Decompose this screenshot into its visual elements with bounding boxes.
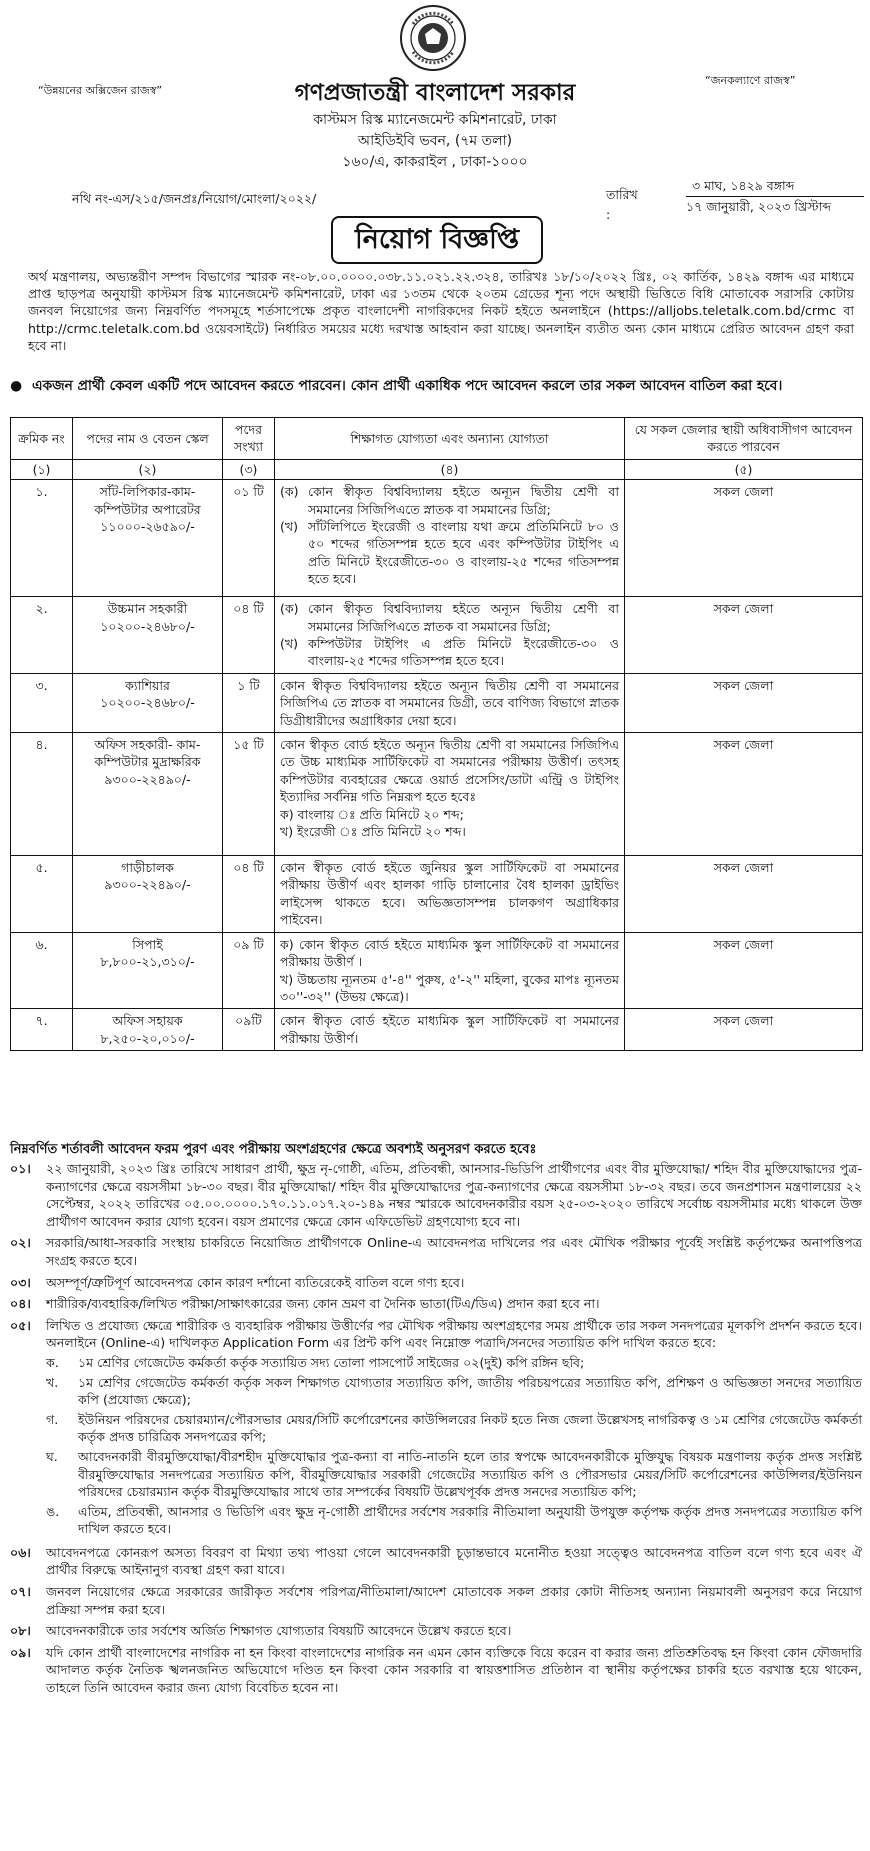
pay-scale: ৯৩০০-২২৪৯০/- — [104, 771, 191, 787]
condition-text: সরকারি/আধা-সরকারি সংস্থায় চাকরিতে নিয়োজিত প্রার্থীগণকে Online-এ আবেদনপত্র দাখিলের পর এবং মৌখিক পরীক্ষার পূর্বেই সংশ্লিষ্ট কর্তৃপক্ষের অনাপত্তিপত্র সংগ্রহ করতে হবে। — [46, 1235, 862, 1268]
condition-text: যদি কোন প্রার্থী বাংলাদেশের নাগরিক না হন কিংবা বাংলাদেশের নাগরিক নন এমন কোন ব্যক্তিকে বিয়ে করেন বা করার জন্য প্রতিশ্রুতিবদ্ধ হন কিংবা কোন ফৌজদারি আদালত কর্তৃক নৈতিক স্খলনজনিত অভিযোগে দণ্ডিত হন কিংবা কোন সরকারি বা স্বায়ত্তশাসিত প্রতিষ্ঠান বা স্থানীয় কর্তৃপক্ষের চাকরি হতে বরখাস্ত হয়ে থাকেন, তাহলে তিনি আবেদন করার জন্য যোগ্য বিবেচিত হবেন না। — [46, 1644, 862, 1696]
condition-body — [46, 1160, 862, 1230]
intro-paragraph: অর্থ মন্ত্রণালয়, অভ্যন্তরীণ সম্পদ বিভাগের স্মারক নং-০৮.০০.০০০০.০৩৮.১১.০২১.২২.৩২৪, তারিখঃ ১৮/১০/২০২২ খ্রিঃ, ০২ কার্তিক, ১৪২৯ বঙ্গাব্দ এর মাধ্যমে প্রাপ্ত ছাড়পত্র অনুযায়ী কাস্টমস রিস্ক ম্যানেজমেন্ট কমিশনারেট, ঢাকা এর ১৩তম থেকে ২০তম গ্রেডের শূন্য পদে অস্থায়ী ভিত্তিতে বিধি মোতাবেক সরাসরি কোটায় জনবল নিয়োগের জন্য নিম্নবর্ণিত পদসমূহে শর্তসাপেক্ষে প্রকৃত বাংলাদেশী নাগরিকদের নিকট হইতে অনলাইনে (https://alljobs.teletalk.com.bd/crmc বা http://crmc.teletalk.com.bd ওয়েবসাইটে) নির্ধারিত সময়ের মধ্যে দরখাস্ত আহবান করা যাচ্ছে। অনলাইন ব্যতীত অন্য কোন মাধ্যমে প্রেরিত আবেদন গ্রহণ করা হবে না। — [28, 269, 854, 353]
subitem-text: ইউনিয়ন পরিষদের চেয়ারম্যান/পৌরসভার মেয়র/সিটি কর্পোরেশনের কাউন্সিলরের নিকট হতে নিজ জেলা উল্লেখসহ নাগরিকত্ব ও ১ম শ্রেণির গেজেটেড কর্মকর্তা কর্তৃক প্রদত্ত চারিত্রিক সনদপত্রের কপি; — [78, 1411, 862, 1445]
subitem-marker: ঙ. — [46, 1503, 60, 1519]
date-bangla: ৩ মাঘ, ১৪২৯ বঙ্গাব্দ — [692, 178, 795, 193]
condition-body — [46, 1544, 862, 1579]
header-post: পদের নাম ও বেতন স্কেল — [73, 418, 223, 460]
qualification-item — [280, 859, 619, 929]
row-qualification — [275, 856, 625, 933]
office-name: কাস্টমস রিস্ক ম্যানেজমেন্ট কমিশনারেট, ঢাকা — [313, 112, 557, 128]
conditions-list — [10, 1160, 862, 1701]
qualification-marker: (খ) — [280, 636, 298, 652]
table-row — [11, 733, 863, 856]
header-count: পদের সংখ্যা — [223, 418, 275, 460]
row-qualification — [275, 673, 625, 732]
row-district: সকল জেলা — [625, 856, 863, 933]
row-district: সকল জেলা — [625, 733, 863, 856]
row-district: সকল জেলা — [625, 1009, 863, 1051]
pay-scale: ১০২০০-২৪৬৮০/- — [100, 618, 195, 634]
qualification-item — [280, 635, 619, 670]
row-qualification — [275, 932, 625, 1009]
office-address: ১৬০/এ, কাকরাইল , ঢাকা-১০০০ — [342, 154, 528, 170]
row-post — [73, 480, 223, 597]
row-serial: ৫. — [11, 856, 73, 933]
row-serial: ৩. — [11, 673, 73, 732]
qualification-text: ক) বাংলায় ঃ প্রতি মিনিটে ২০ শব্দ; — [280, 806, 464, 822]
column-number: (৩) — [223, 459, 275, 479]
table-column-number-row — [11, 459, 863, 479]
qualification-item — [280, 600, 619, 635]
condition-number: ০৭। — [10, 1584, 31, 1600]
subitem-text: আবেদনকারী বীরমুক্তিযোদ্ধা/বীরশহীদ মুক্তিযোদ্ধার পুত্র-কন্যা বা নাতি-নাতনি হলে তার স্বপক্ষে আবেদনকারীকে মুক্তিযুদ্ধ বিষয়ক মন্ত্রণালয় কর্তৃক প্রদত্ত সংশ্লিষ্ট বীরমুক্তিযোদ্ধার সনদপত্রের সত্যায়িত কপি, বীরমুক্তিযোদ্ধার সরকারী গেজেটের সত্যায়িত কপি ও পৌরসভার মেয়র/সিটি কর্পোরেশনের কাউন্সিলর/ইউনিয়ন পরিষদের চেয়ারম্যান কর্তৃক বীরমুক্তিযোদ্ধার সাথে তার সম্পর্কের বিষয়টি উল্লেখপূর্বক প্রদত্ত সনদের সত্যায়িত কপি; — [78, 1448, 862, 1500]
pay-scale: ৯৩০০-২২৪৯০/- — [104, 877, 191, 893]
qualification-text: কোন স্বীকৃত বিশ্ববিদ্যালয় হইতে অন্যূন দ্বিতীয় শ্রেণী বা সমমানের সিজিপিএ তে স্নাতক বা সমমানের ডিগ্রী, তবে বাণিজ্য বিভাগে স্নাতক ডিগ্রীধারীদের অগ্রাধিকার দেয়া হবে। — [280, 677, 619, 728]
subitem-marker: খ. — [46, 1374, 59, 1390]
qualification-item — [280, 971, 619, 1006]
qualification-item — [280, 806, 619, 823]
table-header-row — [11, 418, 863, 460]
qualification-text: খ) ইংরেজী ঃ প্রতি মিনিটে ২০ শব্দ। — [280, 824, 466, 840]
qualification-text: ক) কোন স্বীকৃত বোর্ড হইতে মাধ্যমিক স্কুল সার্টিফিকেট বা সমমানের পরীক্ষায় উত্তীর্ণ । — [280, 936, 619, 970]
condition-item — [10, 1317, 862, 1540]
row-count: ০১ টি — [223, 480, 275, 597]
row-serial: ১. — [11, 480, 73, 597]
condition-subitem — [46, 1354, 862, 1372]
condition-subitem — [46, 1448, 862, 1501]
row-post — [73, 733, 223, 856]
row-qualification — [275, 480, 625, 597]
subitem-text: এতিম, প্রতিবন্ধী, আনসার ও ভিডিপি এবং ক্ষুদ্র নৃ-গোষ্ঠী প্রার্থীদের সর্বশেষ সরকারি নীতিমালা অনুযায়ী উপযুক্ত কর্তৃপক্ষ কর্তৃক প্রদত্ত সনদপত্রের সত্যায়িত কপি দাখিল করতে হবে। — [78, 1503, 862, 1537]
row-serial: ২. — [11, 597, 73, 674]
date-divider — [686, 196, 864, 197]
condition-body — [46, 1234, 862, 1269]
row-count: ০৯ টি — [223, 932, 275, 1009]
condition-body — [46, 1644, 862, 1697]
single-post-rule-text: একজন প্রার্থী কেবল একটি পদে আবেদন করতে পারবেন। কোন প্রার্থী একাধিক পদে আবেদন করলে তার সকল আবেদন বাতিল করা হবে। — [32, 378, 783, 394]
row-count: ০৯টি — [223, 1009, 275, 1051]
subitem-text: ১ম শ্রেণির গেজেটেড কর্মকর্তা কর্তৃক সত্যায়িত সদ্য তোলা পাসপোর্ট সাইজের ০২(দুই) কপি রঙ্গিন ছবি; — [78, 1354, 585, 1370]
subitem-marker: ঘ. — [46, 1448, 58, 1464]
subitem-text: ১ম শ্রেণির গেজেটেড কর্মকর্তা কর্তৃক সকল শিক্ষাগত যোগ্যতার সত্যায়িত কপি, জাতীয় পরিচয়পত্রের সত্যায়িত কপি, প্রশিক্ষণ ও অভিজ্ঞতা সনদের সত্যায়িত কপি (প্রযোজ্য ক্ষেত্রে); — [78, 1374, 862, 1408]
column-number: (১) — [11, 459, 73, 479]
condition-text: আবেদনকারীকে তার সর্বশেষ অর্জিত শিক্ষাগত যোগ্যতার বিষয়টি আবেদনে উল্লেখ করতে হবে। — [46, 1623, 512, 1639]
condition-item — [10, 1583, 862, 1618]
condition-text: শারীরিক/ব্যবহারিক/লিখিত পরীক্ষা/সাক্ষাৎকারের জন্য কোন ভ্রমণ বা দৈনিক ভাতা(টিএ/ডিএ) প্রদান করা হবে না। — [46, 1296, 600, 1312]
slogan-left: “উন্নয়নের অক্সিজেন রাজস্ব” — [38, 84, 163, 97]
condition-item — [10, 1544, 862, 1579]
row-post — [73, 597, 223, 674]
qualification-text: কোন স্বীকৃত বিশ্ববিদ্যালয় হইতে অন্যূন দ্বিতীয় শ্রেণী বা সমমানের সিজিপিএতে স্নাতক বা সমমানের ডিগ্রি; — [308, 601, 619, 634]
post-name: সিপাই — [132, 936, 163, 952]
qualification-marker: (ক) — [280, 601, 299, 617]
table-row — [11, 480, 863, 597]
condition-subitem — [46, 1503, 862, 1538]
post-name: অফিস সহায়ক — [112, 1013, 183, 1029]
row-serial: ৪. — [11, 733, 73, 856]
row-district: সকল জেলা — [625, 480, 863, 597]
condition-text: লিখিত ও প্রযোজ্য ক্ষেত্রে শারীরিক ও ব্যবহারিক পরীক্ষায় উত্তীর্ণের পর মৌখিক পরীক্ষায় অংশগ্রহণের সময় প্রার্থীকে তার সকল সনদপত্রের মূলকপি প্রদর্শন করতে হবে। অনলাইনে (Online-এ) দাখিলকৃত Application Form এর প্রিন্ট কপি এবং নিম্নোক্ত পত্রাদি/সনদের সত্যায়িত কপি দাখিল করতে হবে: — [46, 1317, 862, 1351]
bullet-icon: ● — [10, 378, 23, 394]
header-district: যে সকল জেলার স্থায়ী অধিবাসীগণ আবেদন করতে পারবেন — [625, 418, 863, 460]
condition-text: অসম্পূর্ণ/ত্রুটিপূর্ণ আবেদনপত্র কোন কারণ দর্শানো ব্যতিরেকেই বাতিল বলে গণ্য হবে। — [46, 1274, 465, 1290]
qualification-marker: (ক) — [280, 484, 299, 500]
pay-scale: ১০২০০-২৪৬৮০/- — [100, 695, 195, 711]
row-qualification — [275, 733, 625, 856]
row-count: ১৫ টি — [223, 733, 275, 856]
office-building: আইডিইবি ভবন, (৭ম তলা) — [357, 133, 513, 149]
condition-item — [10, 1622, 862, 1640]
row-district: সকল জেলা — [625, 932, 863, 1009]
qualification-item — [280, 823, 619, 840]
date-label: তারিখ : — [606, 187, 638, 222]
row-qualification — [275, 597, 625, 674]
condition-number: ০২। — [10, 1235, 31, 1251]
post-name: উচ্চমান সহকারী — [107, 601, 188, 617]
qualification-item — [280, 483, 619, 518]
condition-number: ০৯। — [10, 1644, 31, 1660]
condition-number: ০৮। — [10, 1623, 31, 1639]
table-row — [11, 856, 863, 933]
table-row — [11, 597, 863, 674]
row-district: সকল জেলা — [625, 673, 863, 732]
condition-text: আবেদনপত্রে কোনরূপ অসত্য বিবরণ বা মিথ্যা তথ্য পাওয়া গেলে আবেদনকারী চূড়ান্তভাবে মনোনীত হওয়া সত্ত্বেও আবেদনপত্র বাতিল বলে গণ্য হবে এবং ঐ প্রার্থীর বিরুদ্ধে আইনানুগ ব্যবস্থা গ্রহণ করা যাবে। — [46, 1544, 862, 1578]
qualification-item — [280, 518, 619, 588]
table-row — [11, 1009, 863, 1051]
memo-number: নথি নং-এস/২১৫/জনপ্রঃ/নিয়োগ/মোংলা/২০২২/ — [72, 191, 317, 206]
condition-item — [10, 1644, 862, 1697]
qualification-text: কোন স্বীকৃত বিশ্ববিদ্যালয় হইতে অন্যূন দ্বিতীয় শ্রেণী বা সমমানের সিজিপিএতে স্নাতক বা সমমানের ডিগ্রি; — [308, 484, 619, 517]
column-number: (৫) — [625, 459, 863, 479]
qualification-text: কোন স্বীকৃত বোর্ড হইতে জুনিয়র স্কুল সার্টিফিকেট বা সমমানের পরীক্ষায় উত্তীর্ণ এবং হালকা গাড়ি চালানোর বৈধ হালকা ড্রাইভিং লাইসেন্স থাকতে হবে। অভিজ্ঞতাসম্পন্ন চালকগণ অগ্রাধিকার পাইবেন। — [280, 860, 619, 928]
qualification-marker: (খ) — [280, 519, 298, 535]
subitem-marker: ক. — [46, 1354, 59, 1370]
condition-item — [10, 1295, 862, 1313]
condition-number: ০৬। — [10, 1544, 31, 1560]
pay-scale: ৮,২৫০-২০,০১০/- — [100, 1030, 195, 1046]
qualification-item — [280, 677, 619, 729]
condition-body — [46, 1583, 862, 1618]
condition-text: ২২ জানুয়ারী, ২০২৩ খ্রিঃ তারিখে সাধারণ প্রার্থী, ক্ষুদ্র নৃ-গোষ্ঠী, এতিম, প্রতিবন্ধী, আনসার-ভিডিপি প্রার্থীগণের এবং বীর মুক্তিযোদ্ধা/ শহিদ বীর মুক্তিযোদ্ধাদের পুত্র-কন্যাগণের ক্ষেত্রে বয়সসীমা ১৮-৩০ বছর। বীর মুক্তিযোদ্ধা/ শহিদ বীর মুক্তিযোদ্ধাদের পুত্র-কন্যাগণের ক্ষেত্রে বয়সসীমা ১৮-৩২ বছর। তবে জনপ্রশাসন মন্ত্রণালয়ের ২২ সেপ্টেম্বর, ২০২২ তারিখের ০৫.০০.০০০০.১৭০.১১.০১৭.২০-১৪৯ নম্বর স্মারকে আবেদনকারীর বয়স ২৫-০৩-২০২০ তারিখে সর্বোচ্চ বয়সসীমার মধ্যে থাকলে উক্ত প্রার্থীগণ আবেদন করার যোগ্য হবেন। বয়স প্রমাণের ক্ষেত্রে কোন এফিডেভিট গ্রহণযোগ্য হবে না। — [46, 1161, 862, 1229]
header-qualification: শিক্ষাগত যোগ্যতা এবং অন্যান্য যোগ্যতা — [275, 418, 625, 460]
row-serial: ৭. — [11, 1009, 73, 1051]
post-name: ক্যাশিয়ার — [125, 677, 170, 693]
row-post — [73, 1009, 223, 1051]
condition-number: ০৪। — [10, 1296, 31, 1312]
posts-table — [10, 417, 863, 1051]
qualification-item — [280, 1012, 619, 1047]
subitem-marker: গ. — [46, 1411, 59, 1427]
qualification-item — [280, 936, 619, 971]
row-post — [73, 856, 223, 933]
condition-body — [46, 1317, 862, 1540]
condition-subitem — [46, 1374, 862, 1409]
qualification-text: খ) উচ্চতায় ন্যূনতম ৫'-৪'' পুরুষ, ৫'-২'' মহিলা, বুকের মাপঃ ন্যূনতম ৩০''-৩২'' (উভয় ক্ষেত্রে)। — [280, 971, 619, 1004]
row-qualification — [275, 1009, 625, 1051]
column-number: (৪) — [275, 459, 625, 479]
row-count: ১ টি — [223, 673, 275, 732]
condition-item — [10, 1160, 862, 1230]
pay-scale: ৮,৮০০-২১,৩১০/- — [100, 954, 195, 970]
condition-body — [46, 1295, 862, 1313]
post-name: গাড়ীচালক — [121, 860, 174, 876]
government-seal-icon — [399, 4, 467, 72]
condition-number: ০১। — [10, 1161, 31, 1176]
pay-scale: ১১০০০-২৬৫৯০/- — [100, 519, 195, 535]
qualification-text: কোন স্বীকৃত বোর্ড হইতে মাধ্যমিক স্কুল সার্টিফিকেট বা সমমানের পরীক্ষায় উত্তীর্ণ। — [280, 1013, 619, 1046]
condition-subitem — [46, 1411, 862, 1446]
date-english: ১৭ জানুয়ারী, ২০২৩ খ্রিস্টাব্দ — [686, 199, 831, 214]
condition-number: ০৩। — [10, 1274, 31, 1290]
qualification-item — [280, 736, 619, 806]
table-row — [11, 673, 863, 732]
row-post — [73, 932, 223, 1009]
qualification-text: সাঁটলিপিতে ইংরেজী ও বাংলায় যথা ক্রমে প্রতিমিনিটে ৮০ ও ৫০ শব্দের গতিসম্পন্ন হতে হবে এবং কম্পিউটার টাইপিং এ প্রতি মিনিটে ইংরেজীতে-৩০ ও বাংলায়-২৫ শব্দের গতিসম্পন্ন হতে হবে। — [308, 519, 619, 587]
table-row — [11, 932, 863, 1009]
condition-text: জনবল নিয়োগের ক্ষেত্রে সরকারের জারীকৃত সর্বশেষ পরিপত্র/নীতিমালা/আদেশ মোতাবেক সকল প্রকার কোটা নীতিসহ অন্যান্য নিয়মাবলী অনুসরণ করে নিয়োগ প্রক্রিয়া সম্পন্ন করা হবে। — [46, 1584, 862, 1617]
column-number: (২) — [73, 459, 223, 479]
government-title: গণপ্রজাতন্ত্রী বাংলাদেশ সরকার — [294, 80, 576, 106]
condition-item — [10, 1274, 862, 1292]
notice-title: নিয়োগ বিজ্ঞপ্তি — [331, 216, 543, 264]
slogan-right: “জনকল্যাণে রাজস্ব” — [705, 74, 796, 87]
row-serial: ৬. — [11, 932, 73, 1009]
qualification-text: কোন স্বীকৃত বোর্ড হইতে অন্যূন দ্বিতীয় শ্রেণী বা সমমানের সিজিপিএ তে উচ্চ মাধ্যমিক সার্টিফিকেট বা সমমানের পরীক্ষায় উত্তীর্ণ। তৎসহ কম্পিউটার ব্যবহারের ক্ষেত্রে ওয়ার্ড প্রসেসিং/ডাটা এন্ট্রি ও টাইপিং ইত্যাদির সর্বনিম্ন গতি নিম্নরূপ হতে হবেঃ — [280, 737, 619, 805]
conditions-heading: নিম্নবর্ণিত শর্তাবলী আবেদন ফরম পুরণ এবং পরীক্ষায় অংশগ্রহণের ক্ষেত্রে অবশ্যই অনুসরণ করতে হবেঃ — [10, 1142, 537, 1157]
condition-body — [46, 1622, 862, 1640]
row-district: সকল জেলা — [625, 597, 863, 674]
row-count: ০৪ টি — [223, 856, 275, 933]
condition-body — [46, 1274, 862, 1292]
qualification-text: কম্পিউটার টাইপিং এ প্রতি মিনিটে ইংরেজীতে-৩০ ও বাংলায়-২৫ শব্দের গতিসম্পন্ন হতে হবে। — [308, 636, 619, 669]
header-serial: ক্রমিক নং — [11, 418, 73, 460]
row-post — [73, 673, 223, 732]
row-count: ০৪ টি — [223, 597, 275, 674]
condition-item — [10, 1234, 862, 1269]
condition-number: ০৫। — [10, 1317, 31, 1333]
post-name: অফিস সহকারী- কাম-কম্পিউটার মুদ্রাক্ষরিক — [94, 737, 201, 770]
post-name: সাঁট-লিপিকার-কাম-কম্পিউটার অপারেটর — [94, 484, 201, 517]
